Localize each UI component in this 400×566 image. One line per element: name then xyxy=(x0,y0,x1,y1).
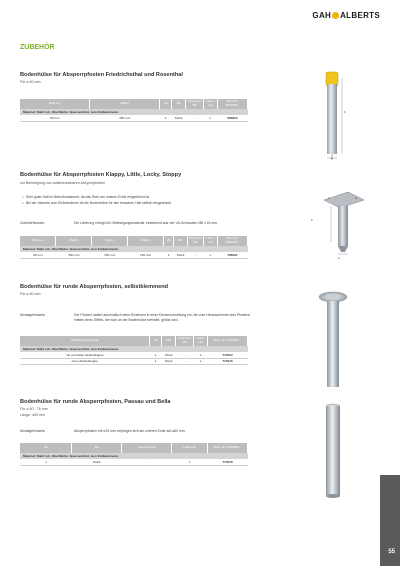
product-3-subtitle: Für ⌀ 60 mm xyxy=(20,292,41,296)
col-header: Maß b xyxy=(56,236,92,246)
col-header: Maß c xyxy=(92,236,128,246)
product-4-subtitle-diameter: Für ⌀ 60 - 76 mm xyxy=(20,407,48,411)
col-header: Best.-Nr. 4004358... xyxy=(208,336,248,346)
cell: - xyxy=(122,459,172,465)
product-3-table xyxy=(20,336,248,365)
cell: Stück xyxy=(162,352,176,358)
cell: L xyxy=(204,115,218,121)
table-header xyxy=(20,236,248,246)
cell: L xyxy=(203,252,217,258)
table-row xyxy=(20,459,248,465)
cell: - xyxy=(176,352,194,358)
product-2-table xyxy=(20,236,248,259)
bullet-item: ● Bei der Variante zum Einbetonieren ist die Bodenhülse für den besseren Halt seitlich eingedrückt. xyxy=(22,201,172,206)
product-4-image xyxy=(316,402,350,500)
cell: 150 mm xyxy=(128,252,164,258)
cell: 1 xyxy=(150,358,162,364)
cell: 450 mm xyxy=(90,115,160,121)
product-4-subtitle-length: Länge: 400 mm xyxy=(20,413,45,417)
cell: 450 mm xyxy=(56,252,92,258)
cell: 60 mm xyxy=(20,115,90,121)
page-number: 55 xyxy=(388,549,395,555)
cell: 150 mm xyxy=(92,252,128,258)
product-1-image xyxy=(318,70,358,165)
section-title: ZUBEHÖR xyxy=(20,44,55,51)
article-number: 774622 xyxy=(208,352,248,358)
montage-label: Montagehinweis: xyxy=(20,429,46,433)
col-header: Inhalt pro PE xyxy=(189,236,202,244)
col-header: Maß a ⌀ xyxy=(20,236,56,246)
table-header xyxy=(20,336,248,346)
montage-label: Montagehinweis: xyxy=(20,313,46,317)
bullet-item: ● Sehr guter Halt im Betonfundament, da das Rohr am unteren Ende eingedrückt ist. xyxy=(22,195,150,200)
col-header: Maß b xyxy=(90,99,160,109)
dim-label: a xyxy=(338,256,340,260)
material-text: Material: Stahl roh, Oberfläche: feuerverzinkt, zum Einbetonieren xyxy=(20,346,248,352)
cell: 1 xyxy=(160,115,172,121)
brand-logo xyxy=(312,11,380,20)
dim-label: a xyxy=(331,156,333,160)
col-header: Liefer-zeit xyxy=(203,236,217,246)
col-header: PE xyxy=(174,236,188,246)
article-number: 774646 xyxy=(208,459,248,465)
cell: 1 xyxy=(164,252,174,258)
product-2-image xyxy=(318,188,378,258)
cell: Stück xyxy=(172,115,186,121)
product-3-title: Bodenhülse für runde Absperrpfosten, selbstklemmend xyxy=(20,284,169,290)
cell: 60 mm xyxy=(20,252,56,258)
material-text: Material: Stahl roh, Oberfläche: feuerverzinkt, zum Einbetonieren xyxy=(20,109,248,115)
col-header: Inhalt pro PE xyxy=(122,443,172,453)
product-3-image xyxy=(310,285,356,391)
dim-label: c xyxy=(328,196,330,200)
article-number: 686854 xyxy=(218,115,248,121)
col-header: Liefer-zeit xyxy=(204,99,218,109)
brand-dot-icon xyxy=(332,12,339,19)
cell: - xyxy=(176,358,194,364)
col-header: Maß d xyxy=(128,236,164,246)
col-header: Artikelbeschreibung xyxy=(20,336,150,346)
col-header: Liefer-zeit xyxy=(194,336,208,346)
col-header: VE xyxy=(160,99,172,109)
table-header xyxy=(20,99,248,109)
dim-label: d xyxy=(355,196,357,200)
article-number: 774615 xyxy=(208,358,248,364)
brand-left: GAH xyxy=(312,11,332,20)
product-1-subtitle: Für ⌀ 60 mm xyxy=(20,80,41,84)
col-header: PE xyxy=(172,99,186,109)
cell: - xyxy=(186,115,204,121)
cell: 1 xyxy=(150,352,162,358)
dim-label: b xyxy=(344,110,346,114)
cell: L xyxy=(194,352,208,358)
col-header: Best.-Nr. 4004358... xyxy=(218,99,248,109)
cell: Stück xyxy=(162,358,176,364)
cell: L xyxy=(172,459,208,465)
cell: ohne Abdeckkappe xyxy=(20,358,150,364)
zubehoer-label: Zubehörhinweis: xyxy=(20,221,45,225)
montage-text: Absperrpfosten mit ⌀76 mm verjüngen sich am unteren Ende auf ⌀60 mm. xyxy=(74,429,186,433)
product-4-title: Bodenhülse für runde Absperrpfosten, Passau und Bella xyxy=(20,399,171,405)
dim-label: b xyxy=(311,218,313,222)
col-header: PE xyxy=(162,336,176,346)
col-header: Inhalt pro PE xyxy=(176,336,194,346)
table-row xyxy=(20,358,248,364)
cell: 1 xyxy=(20,459,72,465)
cell: - xyxy=(188,252,204,258)
material-text: Material: Stahl roh, Oberfläche: feuerverzinkt, zum Einbetonieren xyxy=(20,246,248,252)
montage-text: Der Pfosten radiert automatisch beim Einsetzen in einer Klemmvorrichtung ein, die zum Herausnehmen des Pfostens mittels eines Stiftes, der sich an der Bodenhülse befindet, gelöst wird. xyxy=(74,313,251,323)
col-header: VE xyxy=(20,443,72,453)
col-header: Maß a ⌀ xyxy=(20,99,90,109)
product-1-table xyxy=(20,99,248,122)
col-header: PE xyxy=(72,443,122,453)
material-text: Material: Stahl roh, Oberfläche: feuerverzinkt, zum Einbetonieren xyxy=(20,453,248,459)
col-header: VE xyxy=(164,236,174,246)
article-number: 796021 xyxy=(217,252,247,258)
col-header: Best.-Nr. 4004358... xyxy=(208,443,248,453)
col-header: Best.-Nr. 4004358... xyxy=(217,236,247,246)
table-row xyxy=(20,252,248,258)
col-header: Lieferzeit xyxy=(172,443,208,453)
table-row xyxy=(20,115,248,121)
product-2-title: Bodenhülse für Absperrpfosten Klappy, Little, Locky, Stoppy xyxy=(20,172,182,178)
cell: mit verzinkter Abdeckkappe xyxy=(20,352,150,358)
zubehoer-text: Die Lieferung erfolgt inkl. Befestigungsmaterial, bestehend aus vier VA-Schrauben M8 x 16 mm. xyxy=(74,221,218,225)
product-2-subtitle: zur Befestigung von aufschraubbaren Absperrpfosten xyxy=(20,181,105,185)
cell: Stück xyxy=(174,252,188,258)
product-4-table xyxy=(20,443,248,466)
cell: L xyxy=(194,358,208,364)
cell: Stück xyxy=(72,459,122,465)
product-1-title: Bodenhülse für Absperrpfosten Friedrichsthal und Rosenthal xyxy=(20,72,183,78)
brand-right: ALBERTS xyxy=(340,11,380,20)
col-header: Inhalt pro PE xyxy=(186,99,204,109)
table-header xyxy=(20,443,248,453)
col-header: VE xyxy=(150,336,162,346)
